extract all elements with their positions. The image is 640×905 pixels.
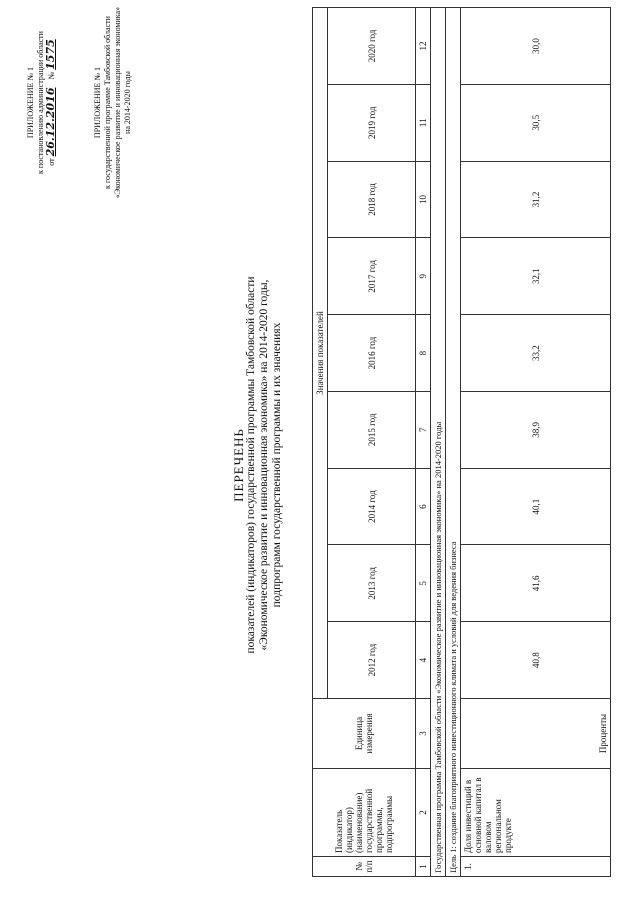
row-value: 33,2 xyxy=(461,315,611,392)
header-year: 2018 год xyxy=(328,161,416,238)
column-number: 11 xyxy=(416,84,431,161)
decree-date: 26.12.2016 xyxy=(44,87,57,157)
column-number: 12 xyxy=(416,8,431,85)
appendix-decree-block xyxy=(26,0,57,205)
appendix-program-block: ПРИЛОЖЕНИЕ № 1 к государственной программе Тамбовской области «Экономическое развитие и инновационная экономика» на 2014-2020 годы xyxy=(93,0,133,205)
row-unit: Проценты xyxy=(461,699,611,769)
column-number: 5 xyxy=(416,545,431,622)
column-number: 8 xyxy=(416,315,431,392)
appendix-program-title: ПРИЛОЖЕНИЕ № 1 xyxy=(93,66,102,139)
column-number: 7 xyxy=(416,391,431,468)
header-indicator: Показатель (индикатор) (наименование) государственной программы, подпрограммы xyxy=(313,769,416,857)
header-year: 2019 год xyxy=(328,84,416,161)
column-number: 1 xyxy=(416,857,431,877)
column-number: 2 xyxy=(416,769,431,857)
row-value: 40,8 xyxy=(461,622,611,699)
appendix-decree-date-line: от 26.12.2016 № 1575 xyxy=(44,39,57,166)
header-year: 2013 год xyxy=(328,545,416,622)
row-value: 30,0 xyxy=(461,8,611,85)
table-row xyxy=(461,8,611,877)
indicators-table xyxy=(312,7,611,877)
header-values-group: Значения показателей xyxy=(313,8,328,699)
row-value: 30,5 xyxy=(461,84,611,161)
column-number: 10 xyxy=(416,161,431,238)
row-value: 32,1 xyxy=(461,238,611,315)
goal-row: Цель 1: создание благоприятного инвестиционного климата и условий для ведения бизнеса xyxy=(446,8,461,877)
title-heading: ПЕРЕЧЕНЬ xyxy=(231,428,246,502)
header-year: 2014 год xyxy=(328,468,416,545)
appendix-decree-title: ПРИЛОЖЕНИЕ № 1 xyxy=(26,66,35,139)
row-num: 1. xyxy=(461,857,611,877)
program-row: Государственная программа Тамбовской области «Экономическое развитие и инновационная экономика» на 2014-2020 годы xyxy=(431,8,446,877)
decree-number: 1575 xyxy=(44,39,57,70)
column-number: 9 xyxy=(416,238,431,315)
row-value: 31,2 xyxy=(461,161,611,238)
row-value: 41,6 xyxy=(461,545,611,622)
column-number: 3 xyxy=(416,699,431,769)
header-year: 2017 год xyxy=(328,238,416,315)
column-number: 4 xyxy=(416,622,431,699)
header-year: 2015 год xyxy=(328,391,416,468)
row-indicator: Доля инвестиций в основной капитал в валовом региональном продукте xyxy=(461,769,611,857)
header-unit: Единица измерения xyxy=(313,699,416,769)
appendix-decree-subtitle: к постановлению администрации области xyxy=(36,31,45,174)
row-value: 40,1 xyxy=(461,468,611,545)
row-value: 38,9 xyxy=(461,391,611,468)
header-year: 2020 год xyxy=(328,8,416,85)
header-year: 2012 год xyxy=(328,622,416,699)
header-num: № п/п xyxy=(313,857,416,877)
document-title: ПЕРЕЧЕНЬ показателей (индикаторов) государственной программы Тамбовской области «Экономическое развитие и инновационная экономика» на 2014-2020 годы, подпрограмм государственной программы и их значениях xyxy=(232,115,284,815)
header-year: 2016 год xyxy=(328,315,416,392)
column-number: 6 xyxy=(416,468,431,545)
